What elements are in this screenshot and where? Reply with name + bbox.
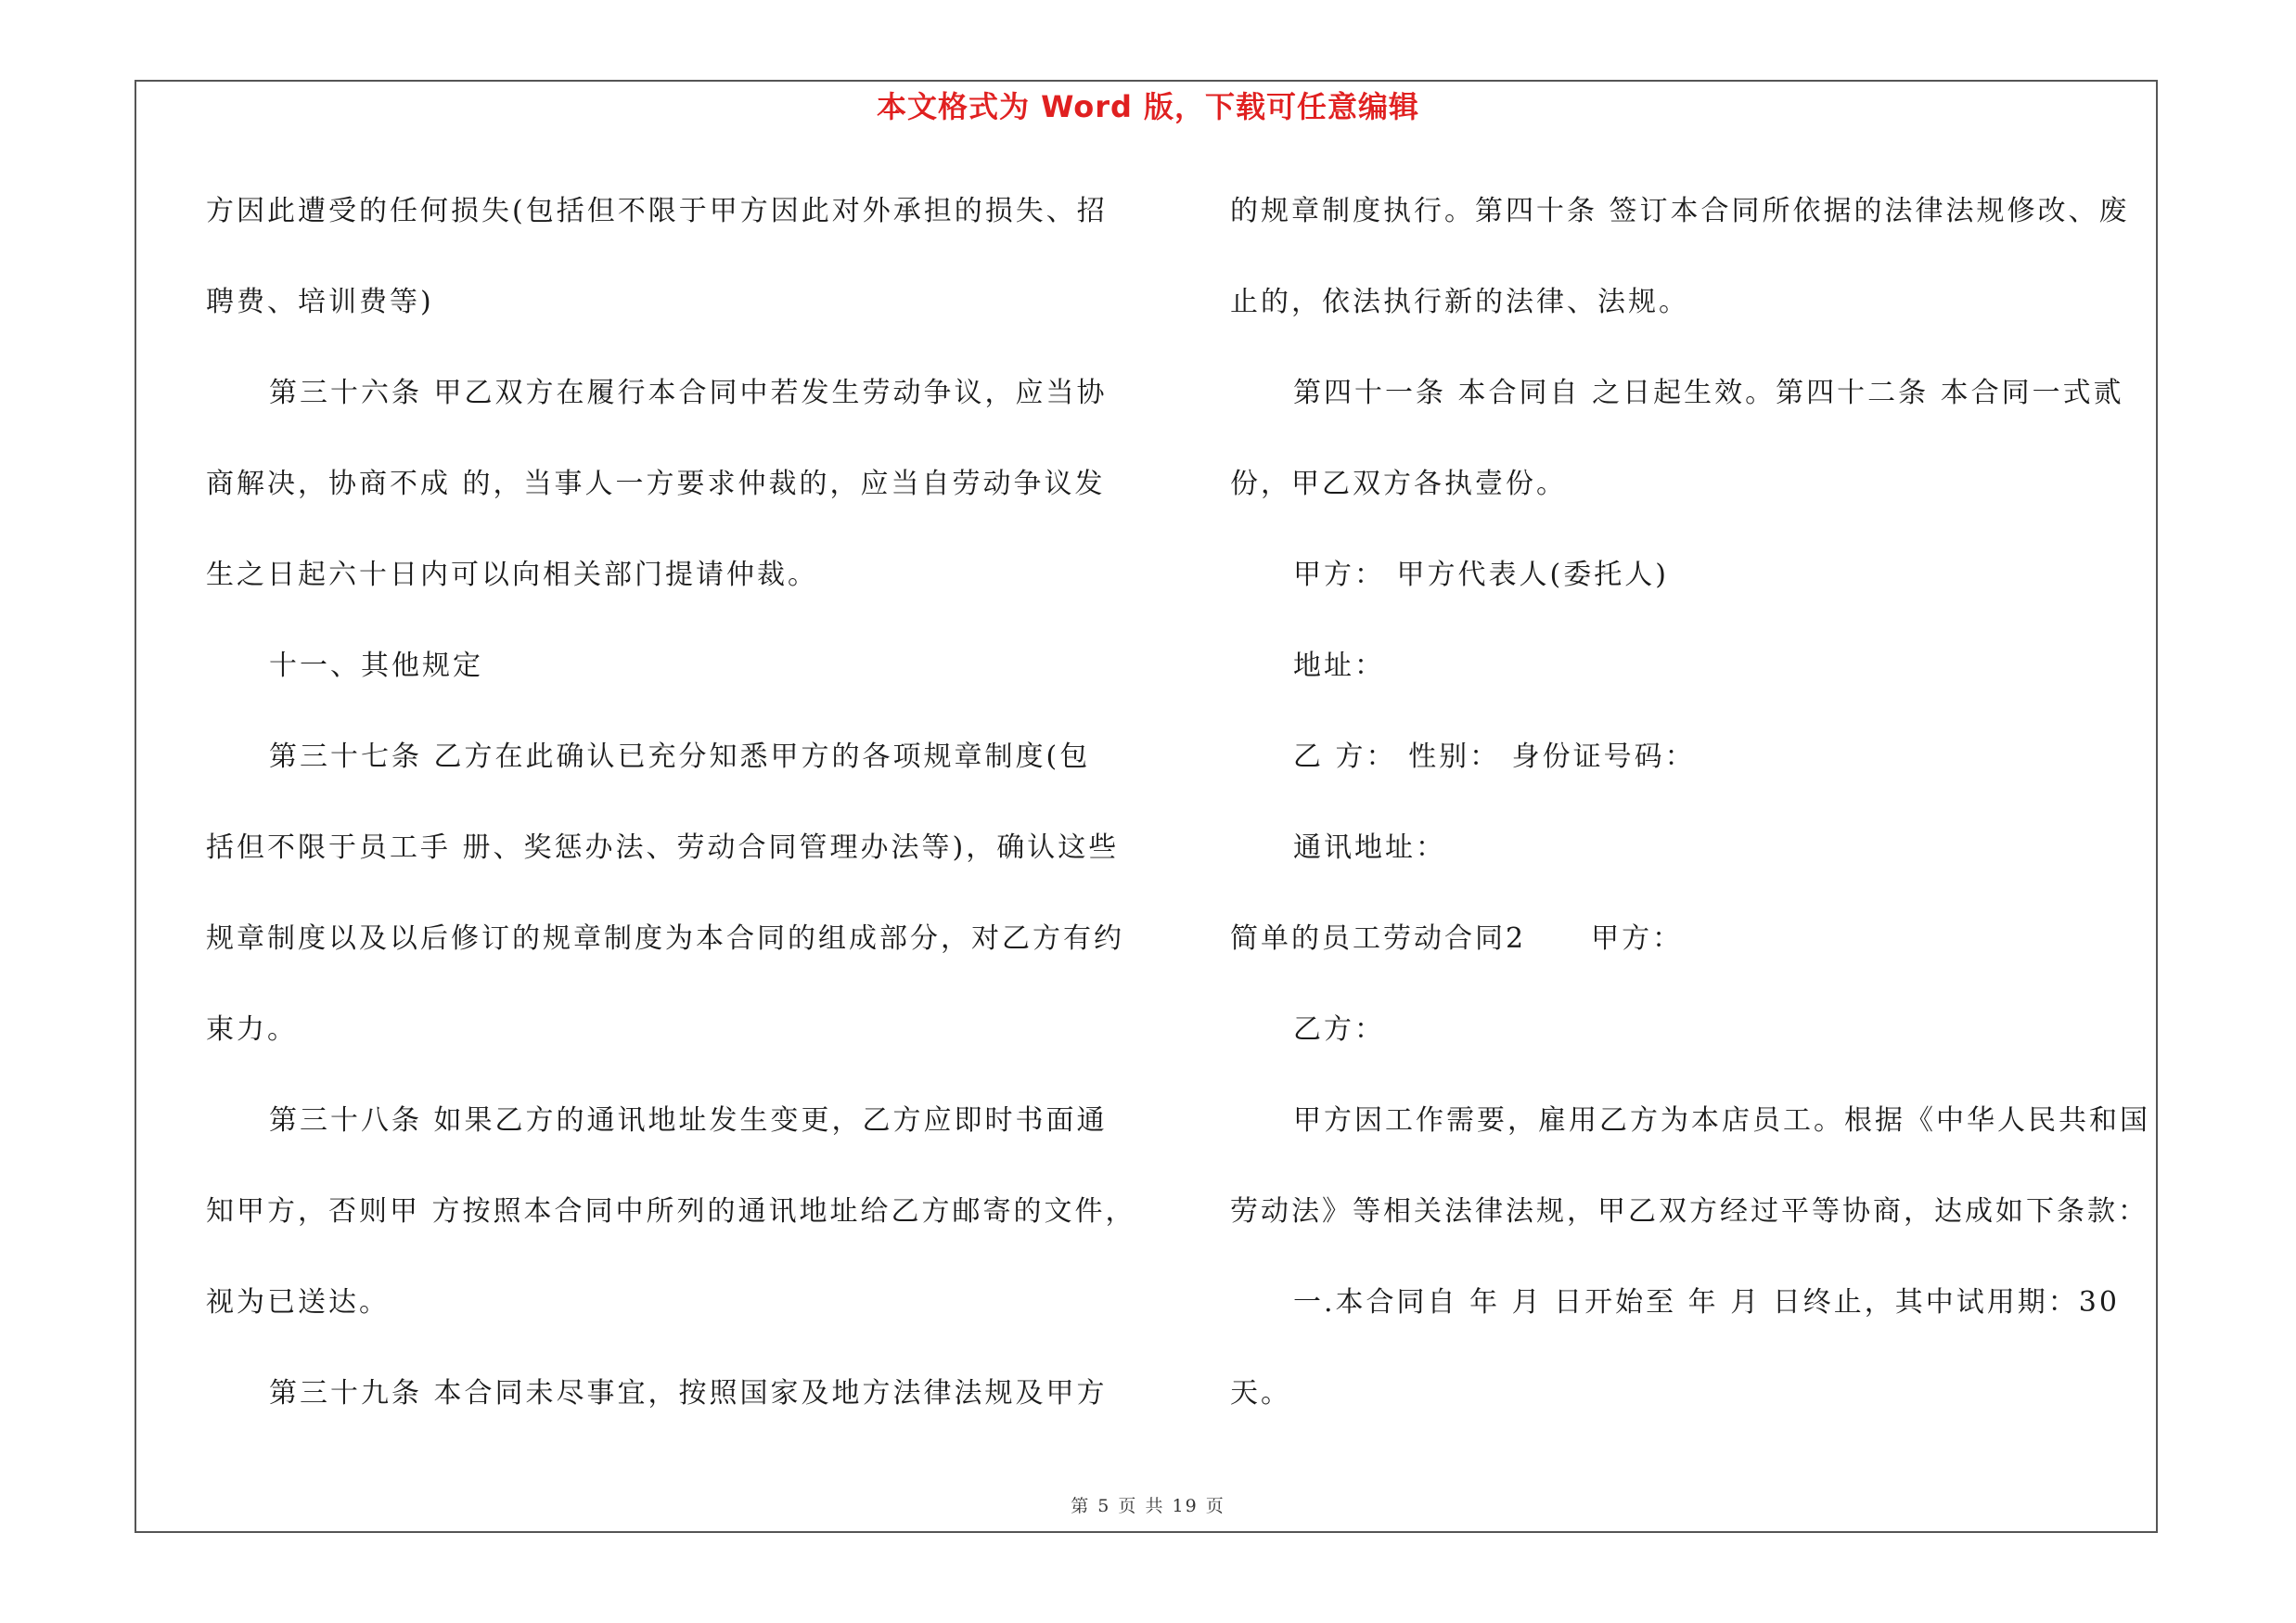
text-line: 天。 xyxy=(1230,1377,1291,1410)
text-line: 的规章制度执行。第四十条 签订本合同所依据的法律法规修改、废 xyxy=(1230,195,2130,227)
page-number-footer: 第 5 页 共 19 页 xyxy=(1071,1496,1225,1516)
text-line: 聘费、培训费等) xyxy=(206,286,434,318)
text-line: 甲方： 甲方代表人(委托人) xyxy=(1293,559,1669,591)
text-line: 第三十八条 如果乙方的通讯地址发生变更，乙方应即时书面通 xyxy=(269,1104,1108,1137)
text-line: 规章制度以及以后修订的规章制度为本合同的组成部分，对乙方有约 xyxy=(206,922,1124,955)
text-line: 甲方因工作需要，雇用乙方为本店员工。根据《中华人民共和国 xyxy=(1293,1104,2150,1137)
text-line: 商解决，协商不成 的，当事人一方要求仲裁的，应当自劳动争议发 xyxy=(206,468,1106,500)
section-heading: 十一、其他规定 xyxy=(269,650,483,682)
text-line: 通讯地址： xyxy=(1293,831,1446,864)
text-line: 第三十九条 本合同未尽事宜，按照国家及地方法律法规及甲方 xyxy=(269,1377,1108,1410)
text-line: 第四十一条 本合同自 之日起生效。第四十二条 本合同一式贰 xyxy=(1293,377,2124,409)
text-line: 括但不限于员工手 册、奖惩办法、劳动合同管理办法等)，确认这些 xyxy=(206,831,1120,864)
party-a-label: 甲方： xyxy=(1591,922,1684,955)
text-line: 方因此遭受的任何损失(包括但不限于甲方因此对外承担的损失、招 xyxy=(206,195,1108,227)
text-line: 第三十七条 乙方在此确认已充分知悉甲方的各项规章制度(包 xyxy=(269,741,1091,773)
text-line: 乙方： xyxy=(1293,1013,1385,1046)
text-line: 知甲方，否则甲 方按照本合同中所列的通讯地址给乙方邮寄的文件， xyxy=(206,1195,1136,1228)
text-line: 份，甲乙双方各执壹份。 xyxy=(1230,468,1567,500)
text-line: 乙 方： 性别： 身份证号码： xyxy=(1293,741,1696,773)
text-line: 束力。 xyxy=(206,1013,298,1046)
text-line: 地址： xyxy=(1293,650,1385,682)
word-format-banner: 本文格式为 Word 版，下载可任意编辑 xyxy=(876,89,1420,124)
text-line: 视为已送达。 xyxy=(206,1286,390,1319)
text-line: 第三十六条 甲乙双方在履行本合同中若发生劳动争议，应当协 xyxy=(269,377,1108,409)
contract-title: 简单的员工劳动合同2 xyxy=(1230,922,1527,955)
text-line: 生之日起六十日内可以向相关部门提请仲裁。 xyxy=(206,559,818,591)
text-line: 一.本合同自 年 月 日开始至 年 月 日终止，其中试用期：30 xyxy=(1293,1286,2120,1319)
text-line: 止的，依法执行新的法律、法规。 xyxy=(1230,286,1689,318)
contract-title-line xyxy=(1230,921,2153,958)
text-line: 劳动法》等相关法律法规，甲乙双方经过平等协商，达成如下条款： xyxy=(1230,1195,2148,1228)
